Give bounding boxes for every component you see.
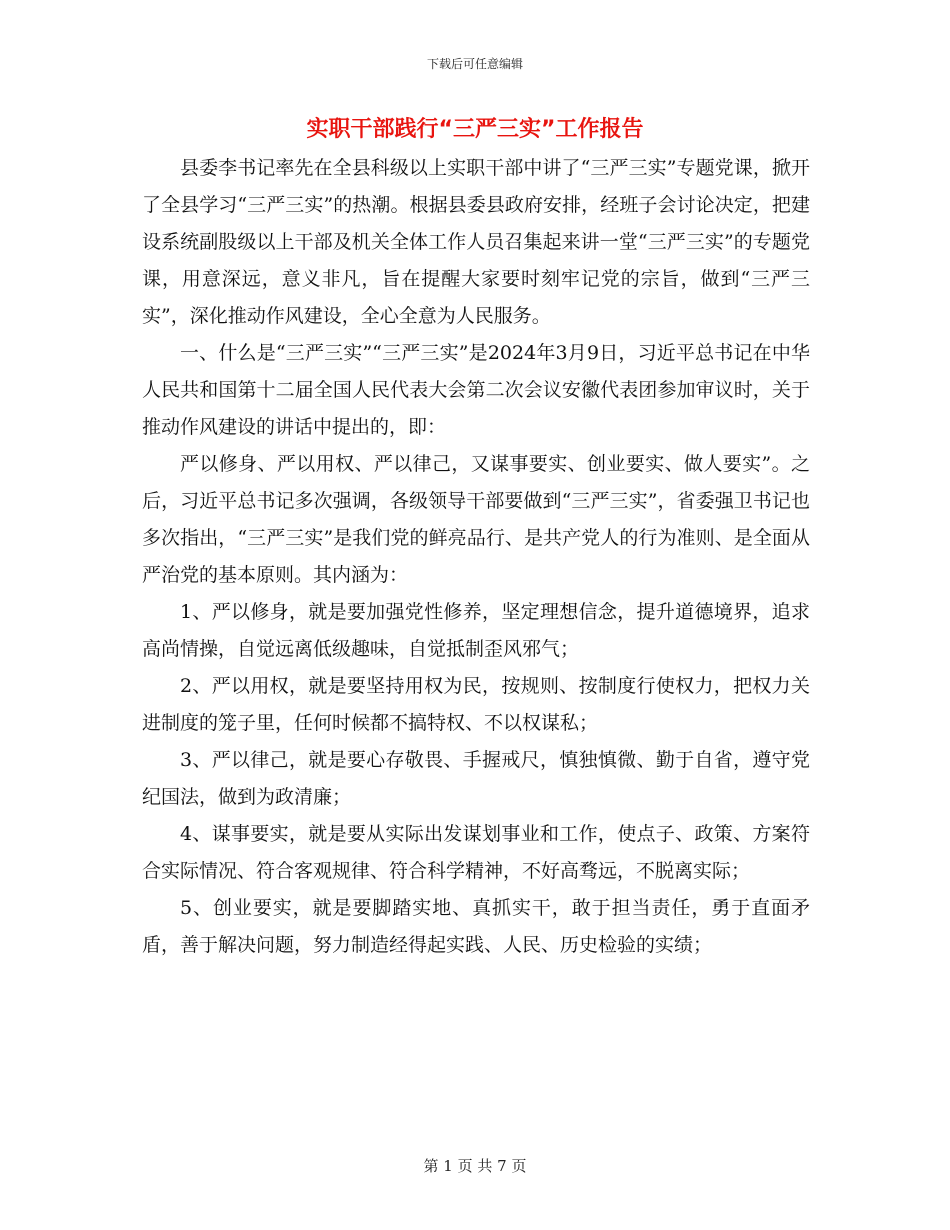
paragraph-intro: 县委李书记率先在全县科级以上实职干部中讲了“三严三实”专题党课，掀开了全县学习“三严三实”的热潮。根据县委县政府安排，经班子会讨论决定，把建设系统副股级以上干部及机关全体工作人员召集起来讲一堂“三严三实”的专题党课，用意深远，意义非凡，旨在提醒大家要时刻牢记党的宗旨，做到“三严三实”，深化推动作风建设，全心全意为人民服务。 <box>142 157 810 327</box>
list-item-2: 2、严以用权，就是要坚持用权为民，按规则、按制度行使权力，把权力关进制度的笼子里，任何时候都不搞特权、不以权谋私； <box>142 675 810 734</box>
list-item-1: 1、严以修身，就是要加强党性修养，坚定理想信念，提升道德境界，追求高尚情操，自觉远离低级趣味，自觉抵制歪风邪气； <box>142 601 810 660</box>
list-item-4: 4、谋事要实，就是要从实际出发谋划事业和工作，使点子、政策、方案符合实际情况、符合客观规律、符合科学精神，不好高骛远，不脱离实际； <box>142 823 810 882</box>
document-body <box>142 150 810 964</box>
document-title: 实职干部践行“三严三实”工作报告 <box>306 117 644 142</box>
page-footer: 第 1 页 共 7 页 <box>423 1157 527 1175</box>
list-item-5: 5、创业要实，就是要脚踏实地、真抓实干，敢于担当责任，勇于直面矛盾，善于解决问题，努力制造经得起实践、人民、历史检验的实绩； <box>142 897 810 956</box>
paragraph-section-one: 一、什么是“三严三实”“三严三实”是2024年3月9日，习近平总书记在中华人民共和国第十二届全国人民代表大会第二次会议安徽代表团参加审议时，关于推动作风建设的讲话中提出的，即： <box>142 342 810 438</box>
list-item-3: 3、严以律己，就是要心存敬畏、手握戒尺，慎独慎微、勤于自省，遵守党纪国法，做到为政清廉； <box>142 749 810 808</box>
paragraph-definition: 严以修身、严以用权、严以律己，又谋事要实、创业要实、做人要实”。之后，习近平总书记多次强调，各级领导干部要做到“三严三实”，省委强卫书记也多次指出，“三严三实”是我们党的鲜亮品行、是共产党人的行为准则、是全面从严治党的基本原则。其内涵为： <box>142 453 810 586</box>
header-note: 下载后可任意编辑 <box>426 57 523 71</box>
